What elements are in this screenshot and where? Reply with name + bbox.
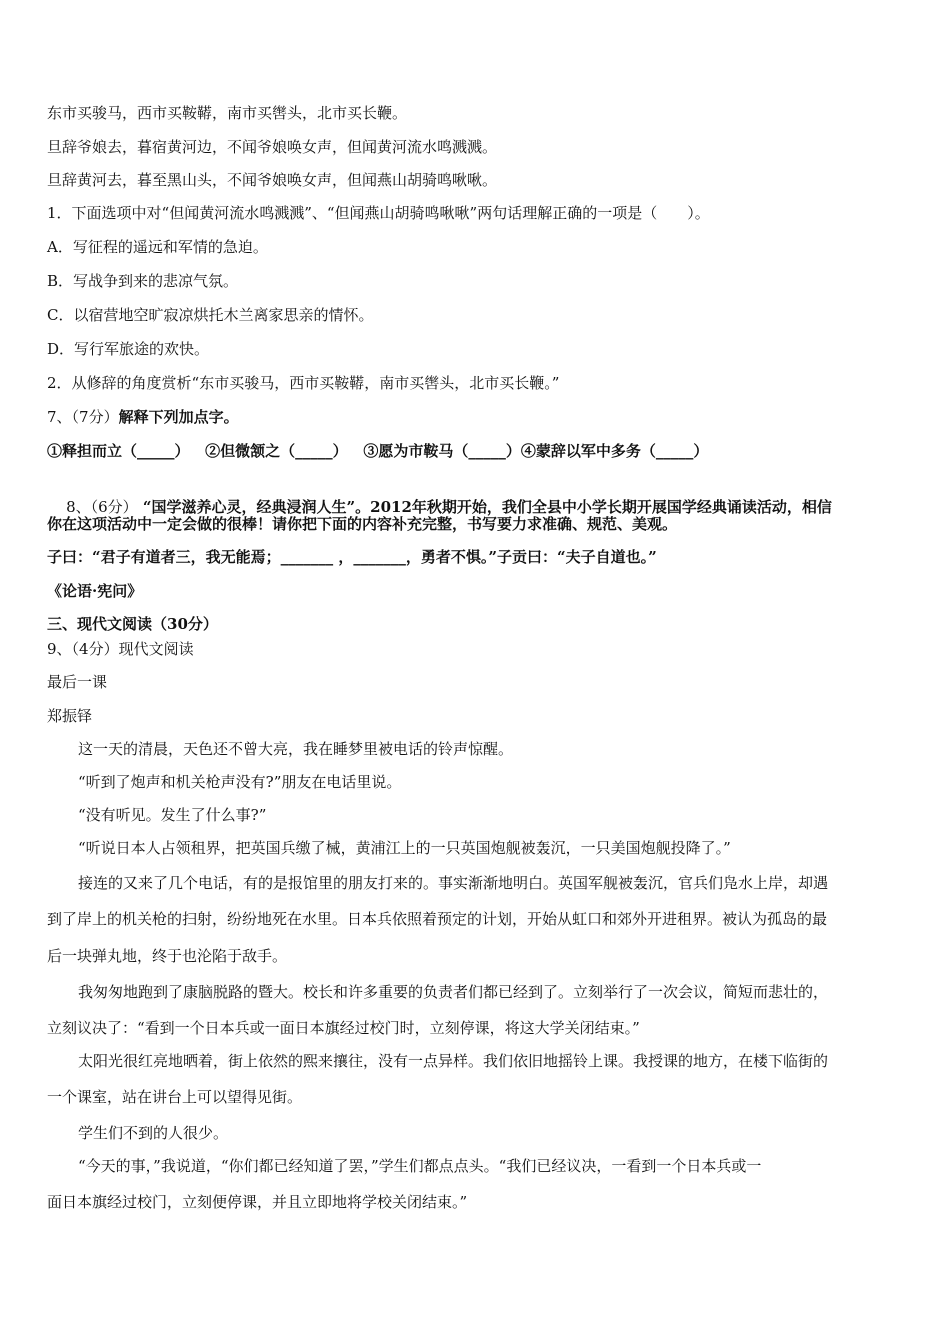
question-7-items: ①释担而立（_____） ②但微颔之（_____） ③愿为市鞍马（_____）④蒙辞以军中多务（_____）	[47, 442, 709, 460]
question-1-option-c: C．以宿营地空旷寂凉烘托木兰离家思亲的情怀。	[47, 306, 374, 324]
question-8-text-1: “国学滋养心灵，经典浸润人生”。2012年秋期开始，我们全县中小学长期开展国学经典诵读活动，相信	[137, 498, 832, 516]
article-line: 这一天的清晨，天色还不曾大亮，我在睡梦里被电话的铃声惊醒。	[78, 740, 514, 758]
article-line: 学生们不到的人很少。	[78, 1124, 229, 1142]
article-line: 立刻议决了：“看到一个日本兵或一面日本旗经过校门时，立刻停课，将这大学关闭结束。”	[47, 1019, 640, 1037]
article-author: 郑振铎	[47, 707, 93, 725]
section-3-heading: 三、现代文阅读（30分）	[47, 615, 218, 633]
article-line: 接连的又来了几个电话，有的是报馆里的朋友打来的。事实渐渐地明白。英国军舰被轰沉，官兵们凫水上岸，却遇	[78, 874, 829, 892]
article-line: 一个课室，站在讲台上可以望得见街。	[47, 1088, 303, 1106]
question-8-number: 8、（6分）	[66, 498, 138, 516]
question-8-source: 《论语·宪问》	[47, 582, 143, 600]
article-line: 我匆匆地跑到了康脑脱路的暨大。校长和许多重要的负责者们都已经到了。立刻举行了一次会议，简短而悲壮的，	[78, 983, 829, 1001]
poem-line-1: 东市买骏马，西市买鞍鞯，南市买辔头，北市买长鞭。	[47, 104, 408, 122]
article-line: “听说日本人占领租界，把英国兵缴了械，黄浦江上的一只英国炮舰被轰沉，一只美国炮舰投降了。”	[78, 839, 731, 857]
question-7-heading	[47, 407, 239, 427]
question-1-stem: 1．下面选项中对“但闻黄河流水鸣溅溅”、“但闻燕山胡骑鸣啾啾”两句话理解正确的一项是（ ）。	[47, 204, 710, 222]
question-2-stem: 2．从修辞的角度赏析“东市买骏马，西市买鞍鞯，南市买辔头，北市买长鞭。”	[47, 374, 560, 392]
question-7-title: 解释下列加点字。	[118, 408, 239, 426]
question-1-option-d: D．写行军旅途的欢快。	[47, 340, 210, 358]
poem-line-3: 旦辞黄河去，暮至黑山头，不闻爷娘唤女声，但闻燕山胡骑鸣啾啾。	[47, 171, 498, 189]
article-line: 后一块弹丸地，终于也沦陷于敌手。	[47, 947, 288, 965]
question-8-line-2: 你在这项活动中一定会做的很棒！请你把下面的内容补充完整，书写要力求准确、规范、美观。	[47, 515, 678, 533]
question-7-number: 7、（7分）	[47, 408, 119, 426]
article-title: 最后一课	[47, 673, 108, 691]
question-1-option-b: B．写战争到来的悲凉气氛。	[47, 272, 239, 290]
article-line: 面日本旗经过校门，立刻便停课，并且立即地将学校关闭结束。”	[47, 1193, 468, 1211]
article-line: 太阳光很红亮地晒着，街上依然的熙来攘往，没有一点异样。我们依旧地摇铃上课。我授课的地方，在楼下临街的	[78, 1052, 829, 1070]
question-9-heading: 9、（4分）现代文阅读	[47, 640, 194, 658]
article-line: 到了岸上的机关枪的扫射，纷纷地死在水里。日本兵依照着预定的计划，开始从虹口和郊外开进租界。被认为孤岛的最	[47, 910, 828, 928]
article-line: “今天的事，”我说道，“你们都已经知道了罢，”学生们都点点头。“我们已经议决，一看到一个日本兵或一	[78, 1157, 762, 1175]
poem-line-2: 旦辞爷娘去，暮宿黄河边，不闻爷娘唤女声，但闻黄河流水鸣溅溅。	[47, 138, 498, 156]
question-8-line-3: 子曰：“君子有道者三，我无能焉；_______ ，_______，勇者不惧。”子贡曰：“夫子自道也。”	[47, 548, 657, 566]
article-line: “听到了炮声和机关枪声没有?”朋友在电话里说。	[78, 773, 402, 791]
article-line: “没有听见。发生了什么事?”	[78, 806, 267, 824]
question-1-option-a: A．写征程的遥远和军情的急迫。	[47, 238, 268, 256]
